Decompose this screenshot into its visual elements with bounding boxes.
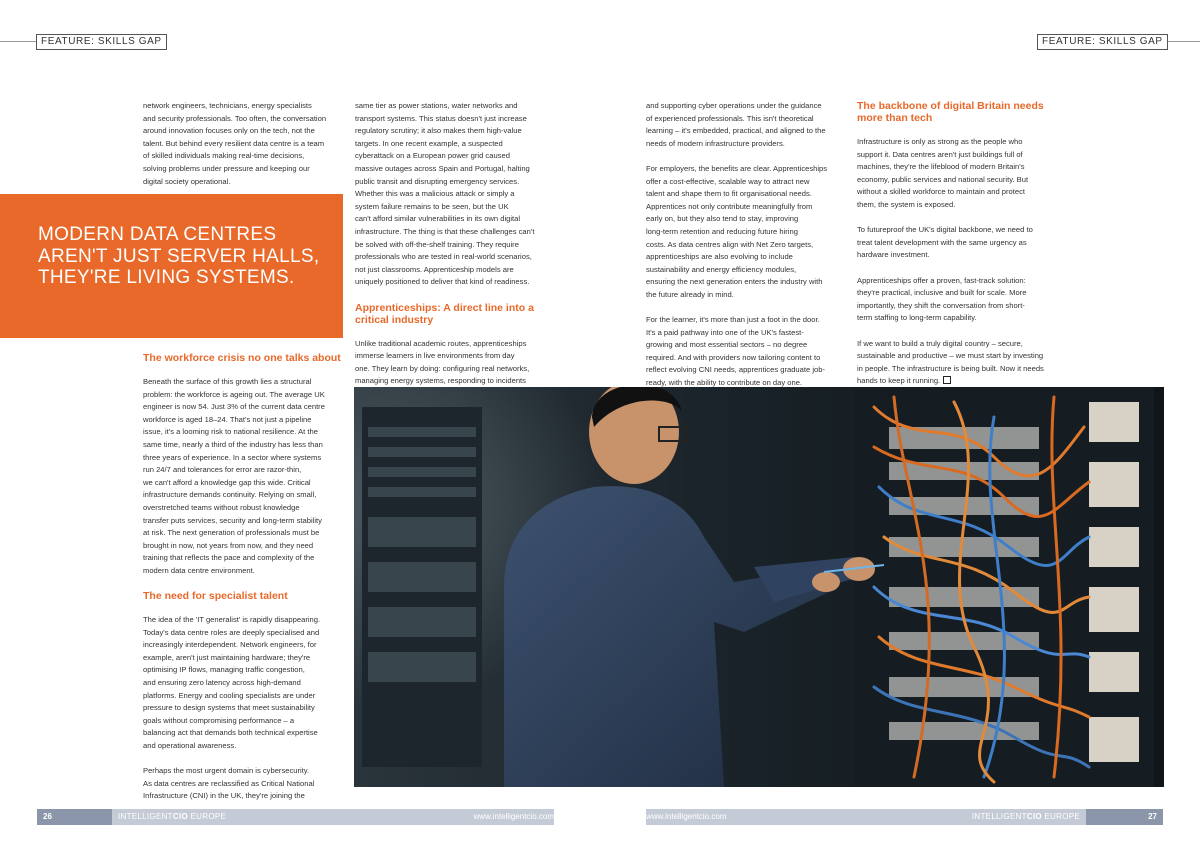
paragraph-apprenticeships: Unlike traditional academic routes, apprenticeships immerse learners in live environments from day one. They learn by doing: configuring real networks, managing energy systems, responding to incidents — [355, 338, 530, 386]
heading-apprenticeships: Apprenticeships: A direct line into a critical industry — [355, 301, 534, 326]
intro-paragraph: network engineers, technicians, energy specialists and security professionals. Too often, the conversation around innovation focuses only on the tech, not the talent. But behind every resilient data centre is a team of skilled individuals making real-time decisions, solving problems under pressure and keeping our digital society operational. — [143, 101, 327, 186]
pull-quote-text: MODERN DATA CENTRES AREN'T JUST SERVER HALLS, THEY'RE LIVING SYSTEMS. — [38, 224, 320, 288]
heading-specialist-talent: The need for specialist talent — [143, 590, 288, 603]
footer-url-left[interactable]: www.intelligentcio.com — [473, 812, 554, 821]
footer-brand-right — [972, 809, 1080, 825]
section-tag-left: FEATURE: SKILLS GAP — [36, 34, 167, 50]
header-rule-right — [1166, 41, 1200, 42]
page-number-right: 27 — [1086, 809, 1163, 825]
column-3 — [646, 100, 851, 402]
paragraph-specialist-talent: The idea of the 'IT generalist' is rapidly disappearing. Today's data centre roles are deeply specialised and increasingly interdependent. Network engineers, for example, aren't just maintaining hardware; they're optimising IP flows, managing traffic congestion, and ensuring zero latency across high-demand platforms. Energy and cooling specialists are under pressure to design systems that meet sustainability goals without compromising performance – a balancing act that demands both technical expertise and operational awareness. — [143, 615, 321, 751]
column-1-bottom — [143, 352, 348, 816]
footer-brand-left — [118, 809, 226, 825]
paragraph-cyber-ops: and supporting cyber operations under the guidance of experienced professionals. This isn't theoretical learning – it's embedded, practical, and aligned to the needs of modern infrastructure providers. — [646, 101, 826, 148]
brand-bold: CIO — [172, 812, 188, 821]
paragraph-proven-solution: Apprenticeships offer a proven, fast-track solution: they're practical, inclusive and built for scale. More importantly, they shift the conversation from short- term staffing to long-term capability. — [857, 275, 1027, 323]
brand-bold: CIO — [1026, 812, 1042, 821]
server-rack-illustration — [354, 387, 1164, 787]
column-1-top — [143, 100, 348, 201]
footer-bar-left — [112, 809, 554, 825]
paragraph-futureproof: To futureproof the UK's digital backbone, we need to treat talent development with the same urgency as hardware investment. — [857, 225, 1033, 260]
brand-prefix: INTELLIGENT — [971, 812, 1027, 821]
paragraph-infrastructure: Infrastructure is only as strong as the people who support it. Data centres aren't just buildings full of machines, they're the lifeblood of modern Britain's economy, public services and national security. But without a skilled workforce to maintain and protect them, the system is exposed. — [857, 137, 1029, 209]
column-2 — [355, 100, 565, 400]
closing-text: If we want to build a truly digital country – secure, sustainable and productive – we must start by investing in people. The infrastructure is being built. Now it needs hands to keep it running. — [857, 338, 1044, 386]
heading-workforce-crisis: The workforce crisis no one talks about — [143, 352, 341, 364]
section-tag-right: FEATURE: SKILLS GAP — [1037, 34, 1168, 50]
page-number-left: 26 — [37, 809, 112, 825]
heading-digital-britain: The backbone of digital Britain needs more than tech — [857, 100, 1044, 124]
photo-technician-server-rack — [354, 387, 1164, 787]
brand-prefix: INTELLIGENT — [118, 812, 173, 821]
paragraph-employer-benefits: For employers, the benefits are clear. Apprenticeships offer a cost-effective, scalable way to attract new talent and shape them to fit organisational needs. Apprentices not only contribute meaningfully from early on, but they also tend to stay, improving long-term retention and reducing future hiring costs. As data centres align with Net Zero targets, apprenticeships are also evolving to include sustainability and energy efficiency modules, ensuring the next generation enters the industry with the future already in mind. — [646, 163, 828, 299]
footer-url-right[interactable]: www.intelligentcio.com — [646, 812, 727, 821]
paragraph-closing — [857, 338, 1067, 388]
header-rule-left — [0, 41, 36, 42]
paragraph-learner-benefits: For the learner, it's more than just a foot in the door. It's a paid pathway into one of the UK's fastest- growing and most essential sectors – no degree required. And with providers now tailoring content to reflect evolving CNI needs, apprentices graduate job- ready, with the ability to contribute on day one. — [646, 315, 825, 388]
paragraph-cni-tier: same tier as power stations, water networks and transport systems. This status doesn't just increase regulatory scrutiny; it also makes them high-value targets. In one recent example, a suspected cyberattack on a European power grid caused massive outages across Spain and Portugal, halting public transit and disrupting emergency services. Whether this was a malicious attack or simply a system failure remains to be seen, but the UK can't afford similar vulnerabilities in its own digital infrastructure. The thing is that these challenges can't be solved with off-the-shelf training. They require professionals who are tested in real-world scenarios, not just classrooms. Apprenticeship models are uniquely positioned to deliver that kind of readiness. — [355, 101, 535, 287]
brand-suffix: EUROPE — [188, 812, 227, 821]
paragraph-cybersecurity: Perhaps the most urgent domain is cybersecurity. As data centres are reclassified as Critical National Infrastructure (CNI) in the UK, they're joining the — [143, 766, 315, 801]
end-mark-icon — [943, 376, 951, 384]
column-4 — [857, 100, 1067, 400]
footer-bar-right — [646, 809, 1086, 825]
paragraph-workforce-crisis: Beneath the surface of this growth lies a structural problem: the workforce is ageing out. The average UK engineer is now 54. Just 3% of the current data centre workforce is aged 18–24. That's not just a pipeline issue, it's a looming risk to national resilience. At the same time, nearly a third of the industry has less than three years of experience. In a sector where systems run 24/7 and tolerances for error are razor-thin, we can't afford a knowledge gap this wide. Critical infrastructure demands continuity. Relying on small, overstretched teams without robust knowledge transfer puts services, security and long-term stability at risk. The next generation of professionals must be brought in now, not years from now, and they need training that reflects the pace and complexity of the modern data centre environment. — [143, 377, 325, 575]
brand-suffix: EUROPE — [1041, 812, 1080, 821]
pull-quote-box — [0, 194, 343, 338]
